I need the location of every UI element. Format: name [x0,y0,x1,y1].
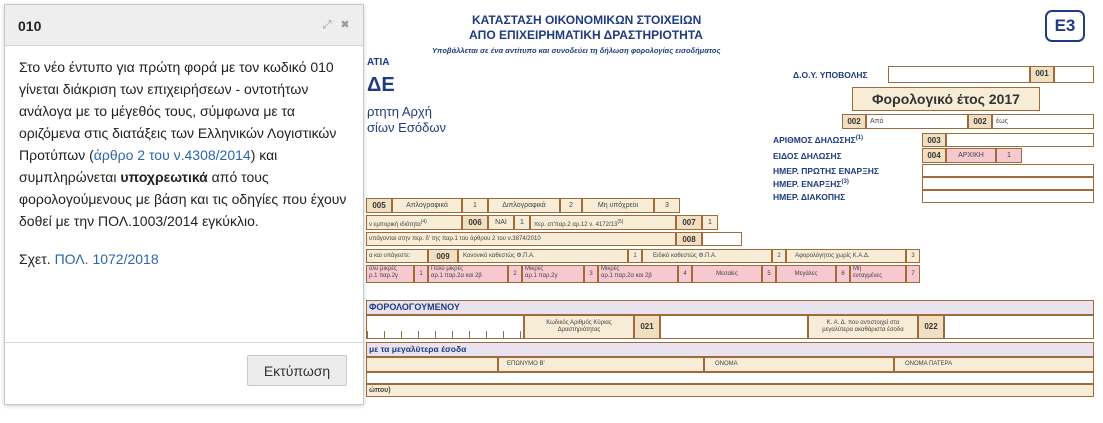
start-sup: (3) [841,179,849,186]
code-008: 008 [676,232,702,246]
size-cat-6[interactable]: Μεγάλες [776,265,836,283]
decl-type-label: ΕΙΔΟΣ ΔΗΛΩΣΗΣ [773,151,842,161]
doy-field[interactable] [888,66,1030,83]
para1-text-a: Στο νέο έντυπο για πρώτη φορά με τον κωδικό 010 γίνεται διάκριση των επιχειρήσεων - οντοτήτων ανάλογα με το μέγεθός τους, σύμφωνα με τα οριζόμενα στις διατάξεις των Ελληνικών Λογιστικών Προτύπων ( [19,59,337,163]
close-icon[interactable]: ✖ [340,18,350,31]
para1-bold-mandatory: υποχρεωτικά [120,169,208,185]
code-007: 007 [676,215,702,230]
decl-no-label [773,135,863,145]
size-cat-1-b: ρ.1 παρ.2γ [369,273,399,279]
left-fragment-1: ΑΤΙΑ [367,57,390,68]
size-cat-2-b: αρ.1 παρ.2α και 2β [431,273,482,279]
vat-regime-text: α και υπάγεστε: [366,249,428,263]
left-fragment-2: ΔΕ [367,74,395,96]
yes-label[interactable]: ΝΑΙ [488,215,514,230]
kad-label [808,315,918,339]
vat-exempt-num: 3 [906,249,920,263]
vat-normal-num: 1 [628,249,642,263]
info-modal [4,4,364,405]
size-cat-7-num: 7 [906,265,920,283]
expand-icon[interactable]: ⤢ [322,18,332,31]
code-007-num[interactable]: 1 [702,215,718,230]
modal-footer [5,342,363,379]
father-name-label: ΟΝΟΜΑ ΠΑΤΕΡΑ [894,357,1094,372]
law-ref-label: περ. στ'παρ.2 αρ.12 ν. 4172/13 [534,222,618,228]
law-4308-link[interactable]: άρθρο 2 του ν.4308/2014 [93,147,251,163]
para1-text-b: ) και συμπληρώνεται [19,147,278,185]
section-taxpayer: ΦΟΡΟΛΟΓΟΥΜΕΝΟΥ [366,300,1094,315]
decl-no-label-text: ΑΡΙΘΜΟΣ ΔΗΛΩΣΗΣ [773,135,856,145]
code-006: 006 [462,215,488,230]
opt-none-num: 3 [654,198,680,213]
size-cat-1-num: 1 [414,265,428,283]
vat-special-num: 2 [772,249,786,263]
size-cat-7 [850,265,906,283]
size-cat-4-b: αρ.1 παρ.2α και 2β [601,273,652,279]
kad-a: Κ. Α. Δ. που αντιστοιχεί στα [826,320,900,326]
size-cat-2 [428,265,508,283]
code-022-field[interactable] [944,315,1094,339]
start-label-text: ΗΜΕΡ. ΕΝΑΡΞΗΣ [773,179,842,189]
size-cat-3-a: Μικρές [525,266,544,272]
period-to-field[interactable]: έως [992,114,1094,129]
modal-title: 010 [18,18,42,34]
size-cat-3-b: αρ.1 παρ.2γ [525,273,558,279]
size-cat-3-num: 3 [584,265,598,283]
decl-no-sup: (1) [855,135,864,142]
period-from-field[interactable]: Από [866,114,968,129]
commercial-status-label: ν εμπορική ιδιότητα [369,222,421,228]
yes-num: 1 [514,215,530,230]
start-field[interactable] [922,177,1094,190]
afm-field[interactable] [366,315,524,339]
law-ref-text [530,215,676,230]
kad-b: μεγαλύτερα ακαθάριστα έσοδα [822,327,904,333]
code-002-from: 002 [842,114,866,129]
size-cat-7-b: ενταγμένες [853,273,883,279]
modal-paragraph-1 [19,56,351,232]
opt-single-entry[interactable]: Απλογραφικά [392,198,462,213]
pol-1072-link[interactable]: ΠΟΛ. 1072/2018 [54,251,159,267]
code-021: 021 [634,315,660,339]
vat-exempt[interactable]: Αφορολόγητος χωρίς Κ.Α.Δ. [786,249,906,263]
modal-paragraph-2 [19,248,351,270]
left-fragment-4: σίων Εσόδων [367,120,446,135]
opt-double-entry[interactable]: Διπλογραφικά [488,198,560,213]
code-001-field[interactable] [1054,66,1094,83]
size-cat-4-a: Μικρές [601,266,620,272]
main-activity-label [524,315,634,339]
size-cat-3 [522,265,584,283]
code-003: 003 [922,133,946,147]
decl-type-value[interactable]: ΑΡΧΙΚΗ [946,148,996,163]
left-fragment-3: ρτητη Αρχή [367,104,432,119]
size-cat-5-num: 5 [762,265,776,283]
decl-type-num: 1 [996,148,1022,163]
section-top-revenue: με τα μεγαλύτερα έσοδα [366,342,1094,357]
code-008-field[interactable] [702,232,742,246]
surname-2-label: ΕΠΩΝΥΜΟ Β' [498,357,704,372]
start-label [773,179,849,189]
form-title-line1: ΚΑΤΑΣΤΑΣΗ ΟΙΚΟΝΟΜΙΚΩΝ ΣΤΟΙΧΕΙΩΝ [472,13,702,27]
law-3874-text: υπάγονται στην περ. δ' της παρ.1 του άρθρου 2 του ν.3874/2010 [366,232,676,246]
names-field[interactable] [366,372,1094,384]
code-021-field[interactable] [660,315,808,339]
surname-1-cell [366,357,498,372]
bottom-fragment: ώπου) [366,384,1094,397]
name-label: ΟΝΟΜΑ [704,357,894,372]
code-001: 001 [1030,66,1054,83]
para1-text-c: από τους φορολογούμενους με βάση και τις οδηγίες που έχουν δοθεί με την ΠΟΛ.1003/2014 εγκύκλιο. [19,169,347,229]
modal-body [19,56,351,270]
modal-header [5,5,363,46]
code-002-to: 002 [968,114,992,129]
main-activity-b: Δραστηριότητας [557,327,601,333]
commercial-status-text [366,215,462,230]
size-cat-2-a: Πολύ μικρές [431,266,464,272]
opt-single-num: 1 [462,198,488,213]
form-code-badge: Ε3 [1045,10,1085,42]
size-cat-4 [598,265,678,283]
para2-prefix: Σχετ. [19,251,55,267]
opt-none[interactable]: Μη υπόχρεοι [582,198,654,213]
opt-double-num: 2 [560,198,582,213]
commercial-status-sup: (4) [420,219,427,225]
vat-special[interactable]: Ειδικό καθεστώς Φ.Π.Α. [642,249,772,263]
first-start-field[interactable] [922,164,1094,177]
code-005: 005 [366,198,392,213]
law-ref-sup: (5) [617,219,624,225]
decl-no-field[interactable] [946,133,1094,147]
stop-label: ΗΜΕΡ. ΔΙΑΚΟΠΗΣ [773,192,846,202]
vat-normal[interactable]: Κανονικό καθεστώς Φ.Π.Α. [458,249,628,263]
form-title-line2: ΑΠΟ ΕΠΙΧΕΙΡΗΜΑΤΙΚΗ ΔΡΑΣΤΗΡΙΟΤΗΤΑ [469,28,703,42]
code-004: 004 [922,148,946,163]
tax-year: Φορολογικό έτος 2017 [852,87,1040,111]
size-cat-1-a: ολύ μικρές [369,266,397,272]
code-022: 022 [918,315,944,339]
stop-field[interactable] [922,190,1094,203]
size-cat-6-num: 6 [836,265,850,283]
main-activity-a: Κωδικός Αριθμός Κύριας [546,320,612,326]
form-subtitle: Υποβάλλεται σε ένα αντίτυπο και συνοδεύει τη δήλωση φορολογίας εισοδήματος [432,46,721,55]
print-button[interactable]: Εκτύπωση [247,355,347,386]
size-cat-2-num: 2 [508,265,522,283]
size-cat-5[interactable]: Μεσαίες [692,265,762,283]
size-cat-4-num: 4 [678,265,692,283]
doy-label: Δ.Ο.Υ. ΥΠΟΒΟΛΗΣ [793,70,868,80]
size-cat-1 [366,265,414,283]
code-009: 009 [428,249,458,263]
size-cat-7-a: Μη [853,266,862,272]
first-start-label: ΗΜΕΡ. ΠΡΩΤΗΣ ΕΝΑΡΞΗΣ [773,166,879,176]
